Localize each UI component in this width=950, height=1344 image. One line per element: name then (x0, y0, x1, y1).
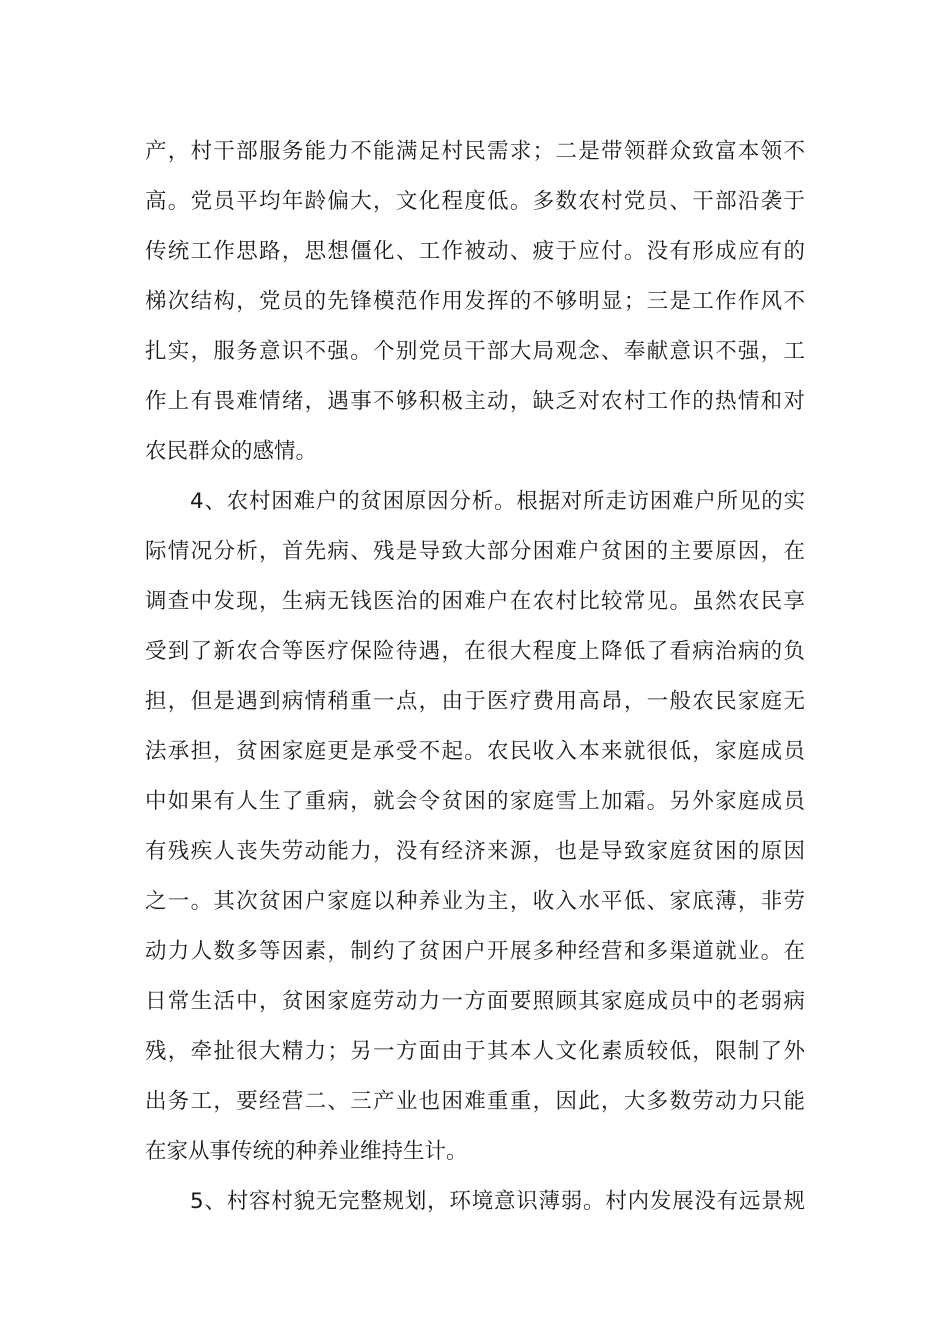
text-line: 担，但是遇到病情稍重一点，由于医疗费用高昂，一般农民家庭无 (145, 689, 805, 714)
text-line: 残，牵扯很大精力；另一方面由于其本人文化素质较低，限制了外 (145, 1039, 805, 1064)
text-line: 之一。其次贫困户家庭以种养业为主，收入水平低、家底薄，非劳 (145, 889, 805, 914)
text-line: 传统工作思路，思想僵化、工作被动、疲于应付。没有形成应有的 (145, 239, 805, 264)
text-line: 高。党员平均年龄偏大，文化程度低。多数农村党员、干部沿袭于 (145, 189, 805, 214)
paragraph-4-first-line: 4、农村困难户的贫困原因分析。根据对所走访困难户所见的实 (190, 489, 805, 514)
text-line: 作上有畏难情绪，遇事不够积极主动，缺乏对农村工作的热情和对 (145, 389, 805, 414)
text-line: 农民群众的感情。 (145, 439, 318, 464)
text-line: 产，村干部服务能力不能满足村民需求；二是带领群众致富本领不 (145, 139, 805, 164)
text-line: 梯次结构，党员的先锋模范作用发挥的不够明显；三是工作作风不 (145, 289, 805, 314)
text-line: 动力人数多等因素，制约了贫困户开展多种经营和多渠道就业。在 (145, 939, 805, 964)
text-line: 际情况分析，首先病、残是导致大部分困难户贫困的主要原因，在 (145, 539, 805, 564)
text-line: 在家从事传统的种养业维持生计。 (145, 1139, 468, 1164)
text-line: 扎实，服务意识不强。个别党员干部大局观念、奉献意识不强，工 (145, 339, 805, 364)
text-line: 调查中发现，生病无钱医治的困难户在农村比较常见。虽然农民享 (145, 589, 805, 614)
text-line: 中如果有人生了重病，就会令贫困的家庭雪上加霜。另外家庭成员 (145, 789, 805, 814)
text-line: 出务工，要经营二、三产业也困难重重，因此，大多数劳动力只能 (145, 1089, 805, 1114)
text-line: 有残疾人丧失劳动能力，没有经济来源，也是导致家庭贫困的原因 (145, 839, 805, 864)
text-line: 日常生活中，贫困家庭劳动力一方面要照顾其家庭成员中的老弱病 (145, 989, 805, 1014)
text-line: 法承担，贫困家庭更是承受不起。农民收入本来就很低，家庭成员 (145, 739, 805, 764)
paragraph-5-first-line: 5、村容村貌无完整规划，环境意识薄弱。村内发展没有远景规 (190, 1189, 805, 1214)
text-line: 受到了新农合等医疗保险待遇，在很大程度上降低了看病治病的负 (145, 639, 805, 664)
